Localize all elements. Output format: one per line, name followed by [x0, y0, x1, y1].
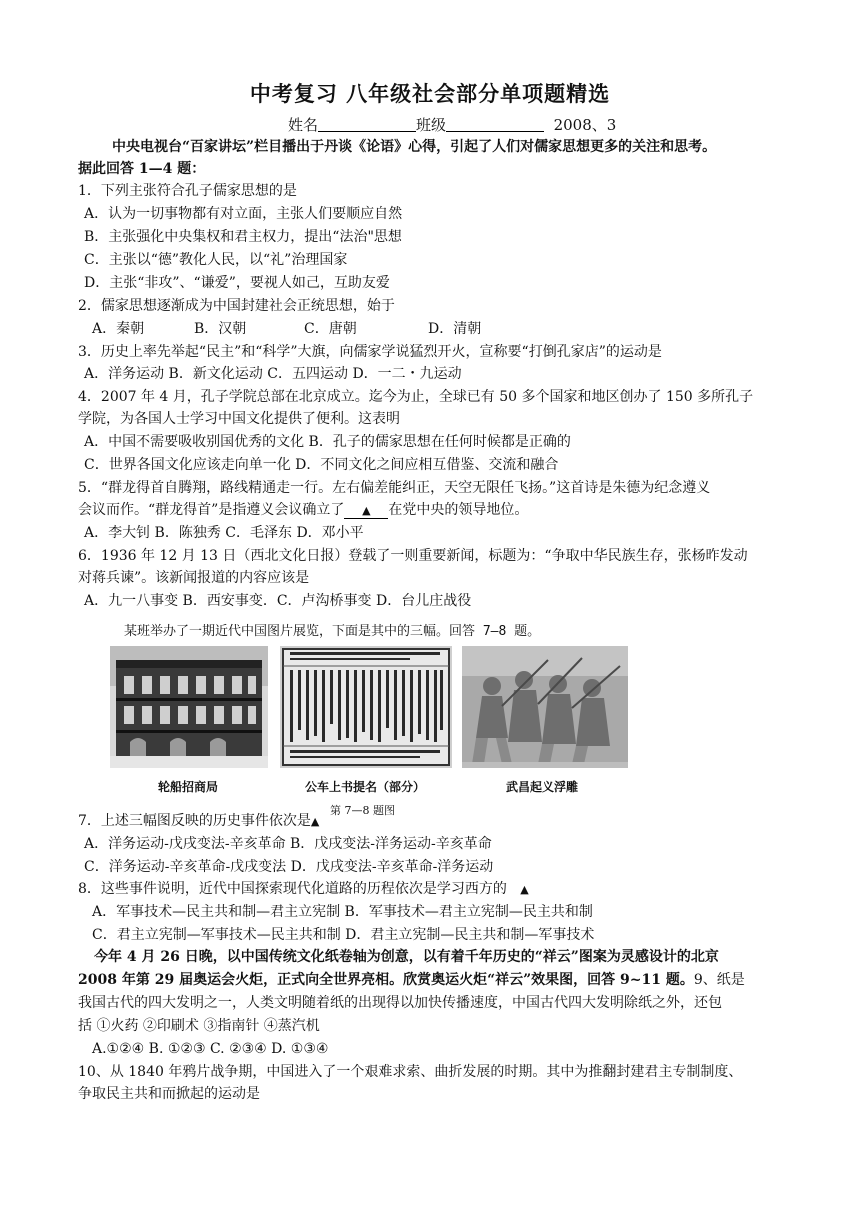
date-text: 2008、3 [553, 116, 617, 134]
q8-options-ab: A．军事技术—民主共和制—君主立宪制 B．军事技术—君主立宪制—民主共和制 [92, 904, 593, 920]
q3-stem: 3．历史上率先举起“民主”和“科学”大旗，向儒家学说猛烈开火，宣称要“打倒孔家店”的运动是 [78, 344, 662, 360]
intro3-line2-bold: 2008 年第 29 届奥运会火炬，正式向全世界亮相。欣赏奥运火炬“祥云”效果图，回答 9~11 题。 [78, 972, 694, 988]
q2-option-a: A．秦朝 [92, 321, 145, 337]
q9-stem-line1: 我国古代的四大发明之一，人类文明随着纸的出现得以加快传播速度，中国古代四大发明除纸之外，还包 [78, 995, 722, 1011]
relief-image [462, 646, 628, 768]
caption-petition: 公车上书提名（部分） [305, 780, 426, 794]
figure-petition-document [280, 646, 452, 768]
q4-stem-line2: 学院，为各国人士学习中国文化提供了便利。这表明 [78, 411, 400, 427]
q5-stem-line2 [78, 499, 790, 521]
q2-option-c: C．唐朝 [304, 321, 357, 337]
q7-stem-line [78, 810, 790, 833]
q7-stem: 7．上述三幅图反映的历史事件依次是 [78, 813, 311, 829]
intro1-line2: 据此回答 1—4 题： [78, 161, 206, 177]
q7-options-ab: A．洋务运动-戊戌变法-辛亥革命 B．戊戌变法-洋务运动-辛亥革命 [84, 836, 492, 852]
q5-options: A．李大钊 B．陈独秀 C．毛泽东 D．邓小平 [84, 525, 364, 541]
intro2-text: 某班举办了一期近代中国图片展览，下面是其中的三幅。回答 7—8 题。 [124, 624, 541, 639]
figure-label: 第 7—8 题图 [330, 804, 395, 817]
figure-wuchang-relief [462, 646, 628, 768]
q1-option-c: C．主张以“德”教化人民，以“礼”治理国家 [84, 252, 348, 268]
intro3-line2 [78, 969, 790, 991]
q4-options-ab: A．中国不需要吸收别国优秀的文化 B．孔子的儒家思想在任何时候都是正确的 [84, 434, 571, 450]
class-label: 班级 [416, 116, 447, 134]
q4-options-cd: C．世界各国文化应该走向单一化 D．不同文化之间应相互借鉴、交流和融合 [84, 457, 559, 473]
q6-stem-line2: 对蒋兵谏”。该新闻报道的内容应该是 [78, 570, 310, 586]
q9-options: A.①②④ B. ①②③ C. ②③④ D. ①③④ [92, 1041, 329, 1057]
q8-options-cd: C．君主立宪制—军事技术—民主共和制 D．君主立宪制—民主共和制—军事技术 [92, 927, 595, 943]
q1-option-d: D．主张“非攻”、“谦爱”，要视人如己，互助友爱 [84, 275, 390, 291]
q1-stem: 1．下列主张符合孔子儒家思想的是 [78, 183, 297, 199]
q2-stem: 2．儒家思想逐渐成为中国封建社会正统思想，始于 [78, 298, 395, 314]
q5-stem-pre: 会议而作。“群龙得首”是指遵义会议确立了 [78, 502, 345, 518]
document-image [280, 646, 452, 768]
name-blank[interactable] [318, 117, 416, 132]
q5-answer-blank[interactable]: ▲ [344, 504, 388, 519]
q9-stem-start: 9、纸是 [693, 972, 745, 988]
page-title: 中考复习 八年级社会部分单项题精选 [249, 81, 611, 106]
figure-shipping-bureau-photo [110, 646, 268, 768]
q10-stem-line1: 10、从 1840 年鸦片战争期，中国进入了一个艰难求索、曲折发展的时期。其中为推翻封建君主专制制度、 [78, 1064, 743, 1080]
q4-stem-line1: 4．2007 年 4 月，孔子学院总部在北京成立。迄今为止，全球已有 50 多个国家和地区创办了 150 多所孔子 [78, 389, 754, 405]
caption-shipping-bureau: 轮船招商局 [158, 780, 219, 794]
q5-stem-post: 在党中央的领导地位。 [388, 502, 529, 518]
q7-options-cd: C．洋务运动-辛亥革命-戊戌变法 D．戊戌变法-辛亥革命-洋务运动 [84, 859, 494, 875]
intro3-line1: 今年 4 月 26 日晚，以中国传统文化纸卷轴为创意，以有着千年历史的“祥云”图案为灵感设计的北京 [94, 949, 719, 965]
q7-answer-mark[interactable]: ▲ [310, 815, 320, 828]
q9-stem-line2: 括 ①火药 ②印刷术 ③指南针 ④蒸汽机 [78, 1018, 320, 1034]
q8-answer-mark[interactable]: ▲ [520, 883, 529, 896]
q1-option-a: A．认为一切事物都有对立面，主张人们要顺应自然 [84, 206, 403, 222]
q10-stem-line2: 争取民主共和而掀起的运动是 [78, 1086, 260, 1102]
q8-stem: 8．这些事件说明，近代中国探索现代化道路的历程依次是学习西方的 [78, 881, 507, 897]
q6-options: A．九一八事变 B．西安事变．C．卢沟桥事变 D．台儿庄战役 [84, 593, 472, 609]
name-label: 姓名 [288, 116, 319, 134]
q6-stem-line1: 6．1936 年 12 月 13 日（西北文化日报）登载了一则重要新闻，标题为：“争取中华民族生存，张杨昨发动 [78, 548, 748, 564]
q5-stem-line1: 5．“群龙得首自腾翔，路线精通走一行。左右偏差能纠正，天空无限任飞扬。”这首诗是朱德为纪念遵义 [78, 480, 711, 496]
name-class-date-line [288, 114, 616, 135]
intro1-line1: 中央电视台“百家讲坛”栏目播出于丹谈《论语》心得，引起了人们对儒家思想更多的关注和思考。 [112, 139, 717, 155]
q2-option-d: D．清朝 [428, 321, 482, 337]
caption-wuchang-relief: 武昌起义浮雕 [506, 780, 579, 794]
building-image [110, 646, 268, 768]
q2-option-b: B．汉朝 [194, 321, 247, 337]
q3-options: A．洋务运动 B．新文化运动 C．五四运动 D．一二・九运动 [84, 366, 462, 382]
q8-stem-line [78, 878, 790, 901]
q1-option-b: B．主张强化中央集权和君主权力，提出“法治"思想 [84, 229, 402, 245]
class-blank[interactable] [446, 117, 544, 132]
